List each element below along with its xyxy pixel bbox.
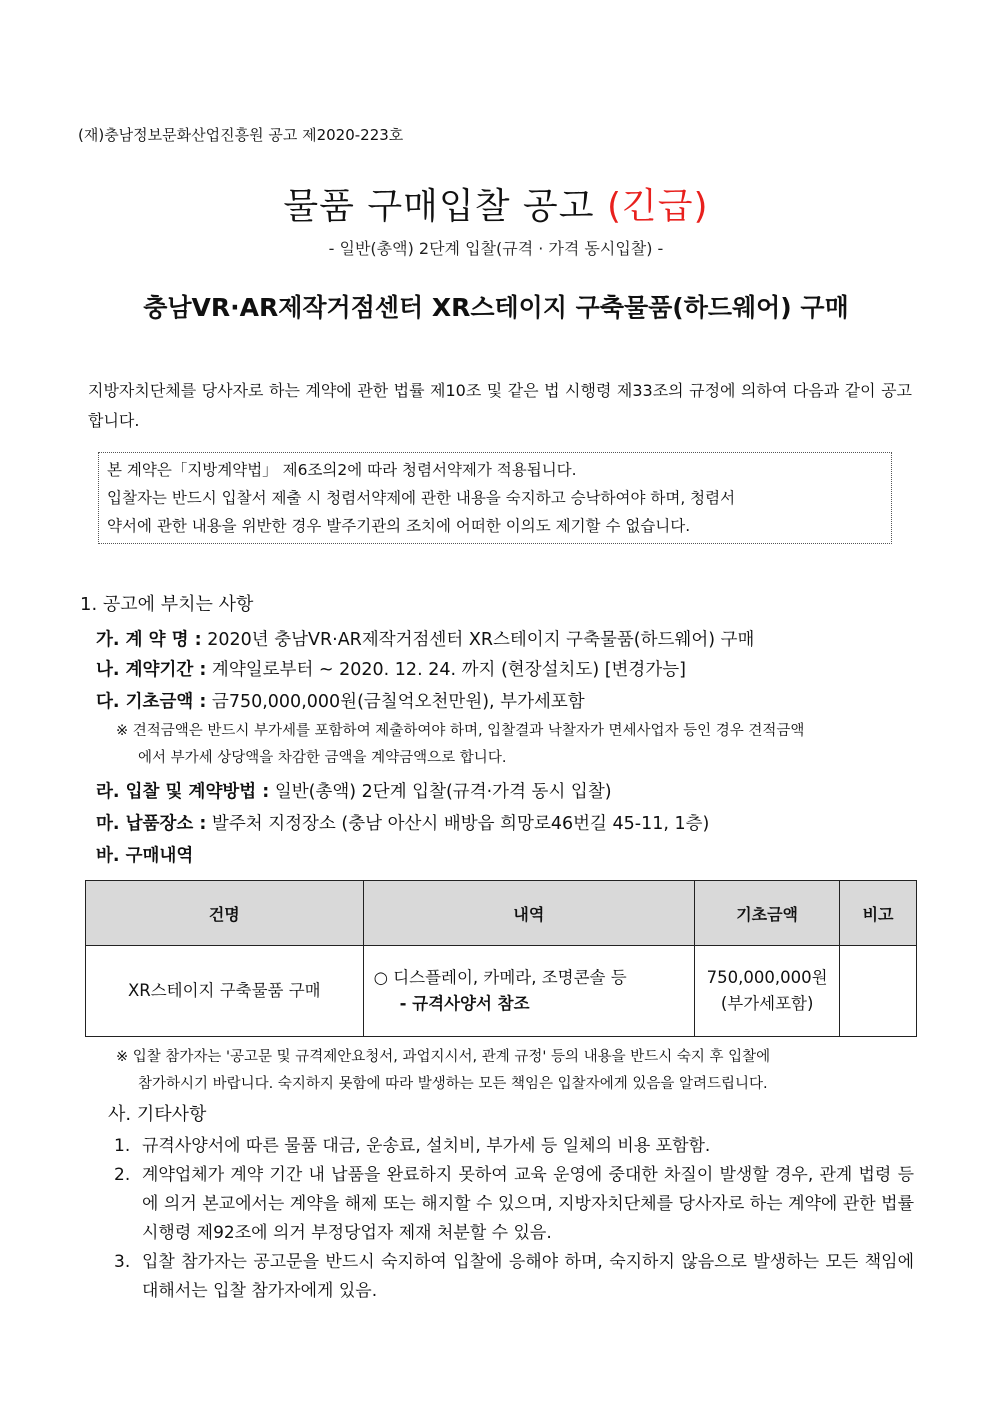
delivery-place-item (96, 810, 709, 835)
bid-method-item (96, 778, 612, 803)
pledge-line: 입찰자는 반드시 입찰서 제출 시 청렴서약제에 관한 내용을 숙지하고 승낙하여야 하며, 청렴서 (107, 489, 736, 507)
contract-name-item (96, 626, 754, 651)
item-label: 바. 구매내역 (96, 846, 194, 866)
list-text: 규격사양서에 따른 물품 대금, 운송료, 설치비, 부가세 등 일체의 비용 포함함. (142, 1136, 711, 1156)
project-title: 충남VR·AR제작거점센터 XR스테이지 구축물품(하드웨어) 구매 (143, 293, 849, 322)
list-number: 3. (114, 1252, 131, 1272)
detail-line: ○ 디스플레이, 카메라, 조명콘솔 등 (373, 968, 627, 987)
item-value: 발주처 지정장소 (충남 아산시 배방읍 희망로46번길 45-11, 1층) (206, 814, 710, 834)
page-title (0, 178, 992, 229)
list-item (114, 1132, 914, 1161)
amount-line: 750,000,000원 (706, 968, 828, 987)
note-line: ※ 견적금액은 반드시 부가세를 포함하여 제출하여야 하며, 입찰결과 낙찰자가 면세사업자 등인 경우 견적금액 (116, 723, 805, 739)
integrity-pledge-box (98, 452, 892, 544)
column-header: 비고 (840, 881, 917, 946)
item-label: 라. 입찰 및 계약방법 : (96, 782, 270, 802)
misc-heading: 사. 기타사항 (108, 1104, 207, 1125)
page-subtitle: - 일반(총액) 2단계 입찰(규격 · 가격 동시입찰) - (328, 239, 664, 258)
list-number: 1. (114, 1136, 131, 1156)
detail-line: - 규격사양서 참조 (399, 994, 530, 1013)
column-header: 기초금액 (695, 881, 840, 946)
item-value: 계약일로부터 ~ 2020. 12. 24. 까지 (현장설치도) [변경가능] (206, 660, 686, 680)
remark-cell (840, 946, 917, 1037)
note-line: 에서 부가세 상당액을 차감한 금액을 계약금액으로 합니다. (138, 750, 507, 766)
item-value: 일반(총액) 2단계 입찰(규격·가격 동시 입찰) (269, 782, 612, 802)
pledge-line: 본 계약은「지방계약법」 제6조의2에 따라 청렴서약제가 적용됩니다. (107, 461, 577, 479)
section-heading: 1. 공고에 부치는 사항 (80, 594, 254, 615)
list-text: 입찰 참가자는 공고문을 반드시 숙지하여 입찰에 응해야 하며, 숙지하지 않음으로 발생하는 모든 책임에 대해서는 입찰 참가자에게 있음. (142, 1252, 914, 1301)
item-detail-cell (363, 946, 695, 1037)
item-name-cell: XR스테이지 구축물품 구매 (86, 946, 364, 1037)
pledge-line: 약서에 관한 내용을 위반한 경우 발주기관의 조치에 어떠한 이의도 제기할 수 없습니다. (107, 517, 691, 535)
table-row (86, 946, 917, 1037)
list-number: 2. (114, 1165, 131, 1185)
purchase-table (85, 880, 917, 1037)
contract-period-item (96, 656, 686, 681)
misc-list (114, 1132, 914, 1306)
amount-cell (695, 946, 840, 1037)
item-value: 금750,000,000원(금칠억오천만원), 부가세포함 (206, 692, 585, 712)
amount-line: (부가세포함) (720, 994, 814, 1013)
item-label: 나. 계약기간 : (96, 660, 207, 680)
item-label: 가. 계 약 명 : (96, 630, 202, 650)
title-main: 물품 구매입찰 공고 (283, 186, 595, 227)
table-note (116, 1044, 916, 1098)
list-item (114, 1248, 914, 1306)
list-item (114, 1161, 914, 1248)
column-header: 건명 (86, 881, 364, 946)
note-line: 참가하시기 바랍니다. 숙지하지 못함에 따라 발생하는 모든 책임은 입찰자에게 있음을 알려드립니다. (138, 1076, 768, 1092)
notice-number: (재)충남정보문화산업진흥원 공고 제2020-223호 (78, 126, 404, 144)
intro-paragraph: 지방자치단체를 당사자로 하는 계약에 관한 법률 제10조 및 같은 법 시행령 제33조의 규정에 의하여 다음과 같이 공고합니다. (88, 381, 912, 430)
column-header: 내역 (363, 881, 695, 946)
base-amount-item (96, 688, 585, 713)
item-label: 마. 납품장소 : (96, 814, 207, 834)
item-value: 2020년 충남VR·AR제작거점센터 XR스테이지 구축물품(하드웨어) 구매 (201, 630, 755, 650)
note-line: ※ 입찰 참가자는 '공고문 및 규격제안요청서, 과업지시서, 관계 규정' 등의 내용을 반드시 숙지 후 입찰에 (116, 1049, 771, 1065)
table-header-row (86, 881, 917, 946)
urgent-label: (긴급) (606, 186, 709, 227)
list-text: 계약업체가 계약 기간 내 납품을 완료하지 못하여 교육 운영에 중대한 차질이 발생할 경우, 관계 법령 등에 의거 본교에서는 계약을 해제 또는 해지할 수 있으며, 지방자치단체를 당사자로 하는 계약에 관한 법률 시행령 제92조에 의거 부정당업자 제재 처분할 수 있음. (142, 1165, 914, 1243)
purchase-details-heading (96, 842, 193, 867)
item-label: 다. 기초금액 : (96, 692, 207, 712)
amount-note (116, 718, 916, 772)
